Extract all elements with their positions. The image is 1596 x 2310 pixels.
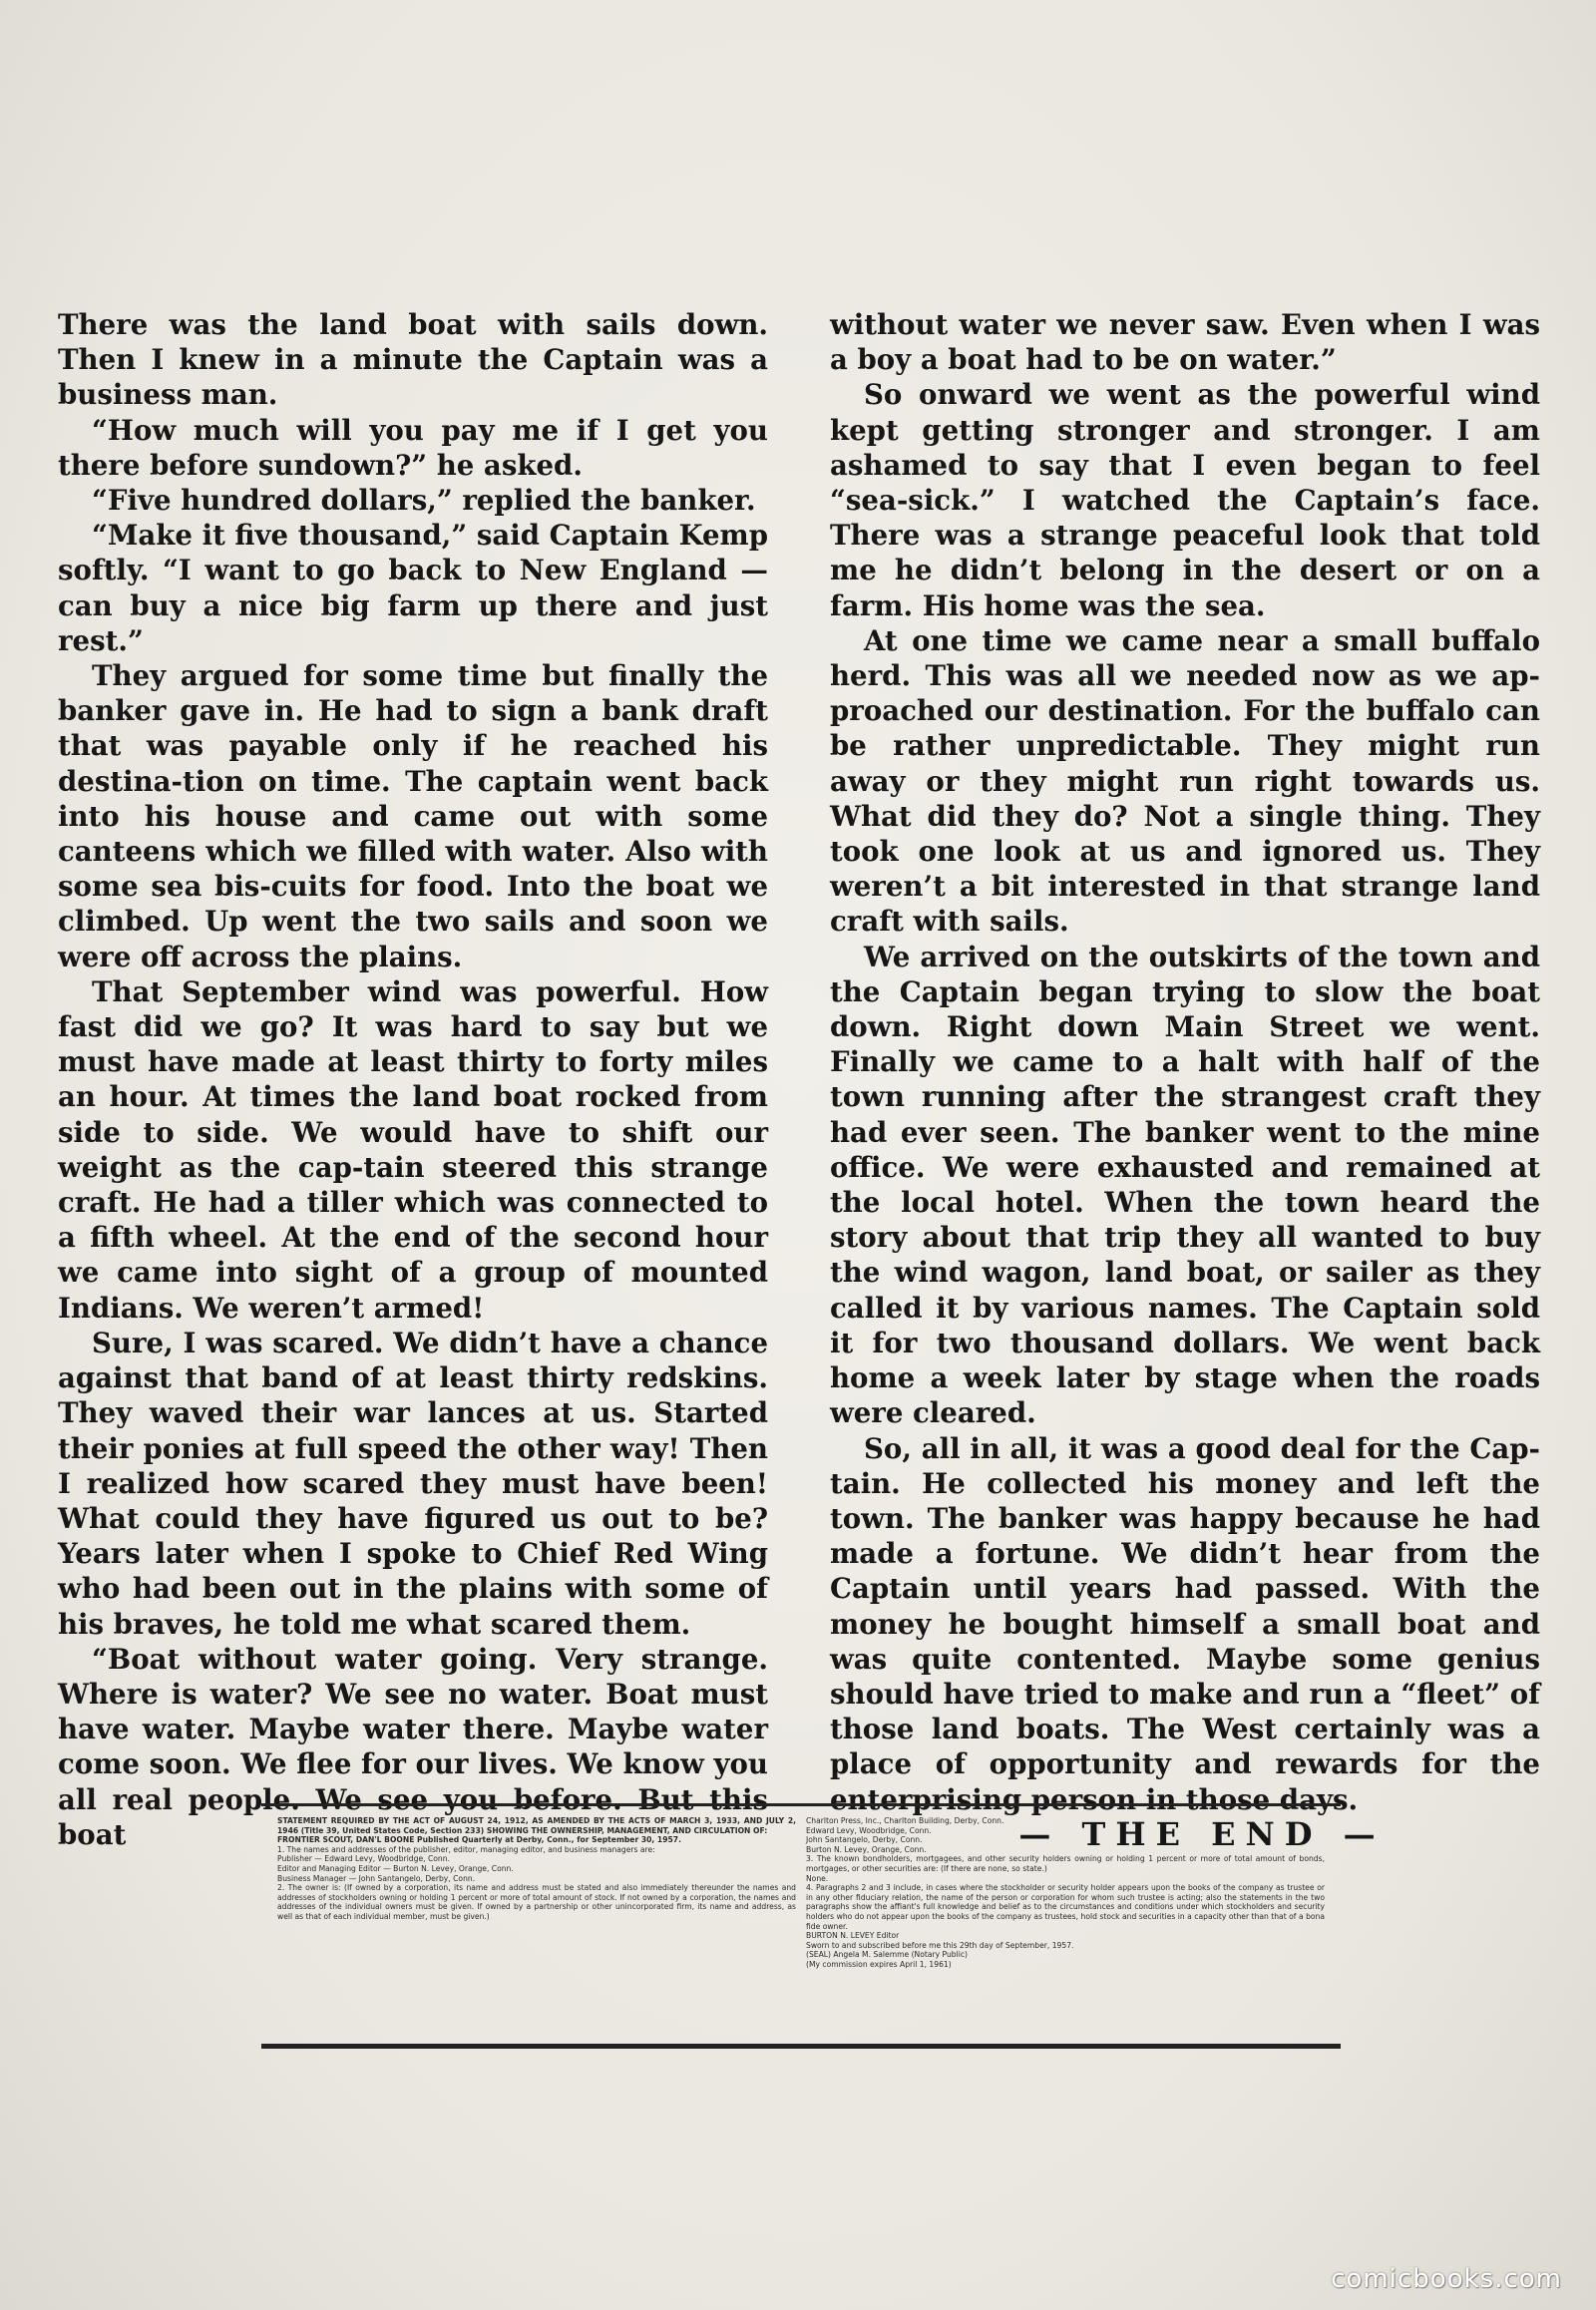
statement-line: Sworn to and subscribed before me this 29th day of September, 1957. xyxy=(806,1940,1074,1950)
statement-line: Business Manager — John Santangelo, Derby, Conn. xyxy=(277,1873,476,1883)
ownership-statement xyxy=(261,1803,1341,2049)
statement-line: 1. The names and addresses of the publisher, editor, managing editor, and business managers are: xyxy=(277,1844,655,1854)
statement-line: Burton N. Levey, Orange, Conn. xyxy=(806,1844,927,1854)
paragraph: We arrived on the outskirts of the town and the Captain began trying to slow the boat down. Right down Main Street we went. Finally we came to a halt with half of the town running after the strangest craft they had ever seen. The banker went to the mine office. We were exhausted and remained at the local hotel. When the town heard the story about that trip they all wanted to buy the wind wagon, land boat, or sailer as they called it by various names. The Captain sold it for two thousand dollars. We went back home a week later by stage when the roads were cleared. xyxy=(830,940,1540,1430)
paragraph: That September wind was powerful. How fast did we go? It was hard to say but we must have made at least thirty to forty miles an hour. At times the land boat rocked from side to side. We would have to shift our weight as the cap-tain steered this strange craft. He had a tiller which was connected to a fifth wheel. At the end of the second hour we came into sight of a group of mounted Indians. We weren’t armed! xyxy=(58,974,768,1325)
paragraph: “Five hundred dollars,” replied the banker. xyxy=(92,484,756,518)
paragraph: without water we never saw. Even when I was a boy a boat had to be on water.” xyxy=(830,308,1540,377)
site-watermark: comicbooks.com xyxy=(1331,2264,1562,2294)
statement-line: 3. The known bondholders, mortgagees, and other security holders owning or holding 1 percent or more of total amount of bonds, mortgages, or other securities are: (If there are none, so state.) xyxy=(806,1854,1325,1873)
paragraph: “Boat without water going. Very strange. Where is water? We see no water. Boat must have water. Maybe water there. Maybe water come soon. We flee for our lives. We know you all real people. We see you before. But this boat xyxy=(58,1642,768,1851)
statement-line: (My commission expires April 1, 1961) xyxy=(806,1959,952,1969)
statement-line: Editor and Managing Editor — Burton N. Levey, Orange, Conn. xyxy=(277,1863,514,1873)
paragraph: So, all in all, it was a good deal for the Cap-tain. He collected his money and left the town. The banker was happy because he had made a fortune. We didn’t hear from the Captain until years had passed. With the money he bought himself a small boat and was quite contented. Maybe some genius should have tried to make and run a “fleet” of those land boats. The West certainly was a place of opportunity and rewards for the enterprising person in those days. xyxy=(830,1431,1540,1816)
statement-line: Publisher — Edward Levy, Woodbridge, Conn. xyxy=(277,1854,450,1864)
statement-line: 2. The owner is: (If owned by a corporation, its name and address must be stated and also immediately thereunder the names and addresses of stockholders owning or holding 1 percent or more of total amount of stock. If not owned by a corporation, the names and addresses of the individual owners must be given. If owned by a partnership or other unincorporated firm, its name and address, as well as that of each individual member, must be given.) xyxy=(277,1883,796,1921)
statement-line: 4. Paragraphs 2 and 3 include, in cases where the stockholder or security holder appears upon the books of the company as trustee or in any other fiduciary relation, the name of the person or corporation for whom such trustee is acting; also the statements in the two paragraphs show the affiant's full knowledge and belief as to the circumstances and conditions under which stockholders and security holders who do not appear upon the books of the company as trustees, hold stock and securities in a capacity other than that of a bona fide owner. xyxy=(806,1883,1325,1931)
bleed-through-artwork xyxy=(60,70,1536,239)
paragraph: “Make it five thousand,” said Captain Kemp softly. “I want to go back to New England — can buy a nice big farm up there and just rest.” xyxy=(58,519,768,657)
statement-column-left xyxy=(277,1816,796,2036)
statement-line: Edward Levy, Woodbridge, Conn. xyxy=(806,1825,932,1835)
paragraph: “How much will you pay me if I get you there before sundown?” he asked. xyxy=(58,413,768,482)
paragraph: They argued for some time but finally the banker gave in. He had to sign a bank draft that was payable only if he reached his destina-tion on time. The captain went back into his house and came out with some canteens which we filled with water. Also with some sea bis-cuits for food. Into the boat we climbed. Up went the two sails and soon we were off across the plains. xyxy=(58,659,768,973)
paragraph: Sure, I was scared. We didn’t have a chance against that band of at least thirty redskins. They waved their war lances at us. Started their ponies at full speed the other way! Then I realized how scared they must have been! What could they have figured us out to be? Years later when I spoke to Chief Red Wing who had been out in the plains with some of his braves, he told me what scared them. xyxy=(58,1326,768,1641)
statement-line: None. xyxy=(806,1873,829,1883)
statement-line: FRONTIER SCOUT, DAN'L BOONE Published Quarterly at Derby, Conn., for September 30, 1957. xyxy=(277,1835,681,1845)
statement-line: John Santangelo, Derby, Conn. xyxy=(806,1835,923,1845)
statement-line: STATEMENT REQUIRED BY THE ACT OF AUGUST 24, 1912, AS AMENDED BY THE ACTS OF MARCH 3, 1933, AND JULY 2, 1946 (Title 39, United States Code, Section 233) SHOWING THE OWNERSHIP, MANAGEMENT, AND CIRCULATION OF: xyxy=(277,1816,796,1835)
statement-line: (SEAL) Angela M. Salemme (Notary Public) xyxy=(806,1950,968,1960)
statement-column-right xyxy=(806,1816,1325,2036)
paragraph: There was the land boat with sails down. Then I knew in a minute the Captain was a business man. xyxy=(58,308,768,412)
paragraph: So onward we went as the powerful wind kept getting stronger and stronger. I am ashamed to say that I even began to feel “sea-sick.” I watched the Captain’s face. There was a strange peaceful look that told me he didn’t belong in the desert or on a farm. His home was the sea. xyxy=(830,378,1540,622)
the-end-label: — THE END — xyxy=(1018,1814,1386,1853)
statement-line: BURTON N. LEVEY Editor xyxy=(806,1931,900,1941)
paragraph: At one time we came near a small buffalo herd. This was all we needed now as we ap-proached our destination. For the buffalo can be rather unpredictable. They might run away or they might run right towards us. What did they do? Not a single thing. They took one look at us and ignored us. They weren’t a bit interested in that strange land craft with sails. xyxy=(830,623,1540,939)
statement-line: Charlton Press, Inc., Charlton Building, Derby, Conn. xyxy=(806,1816,1004,1825)
